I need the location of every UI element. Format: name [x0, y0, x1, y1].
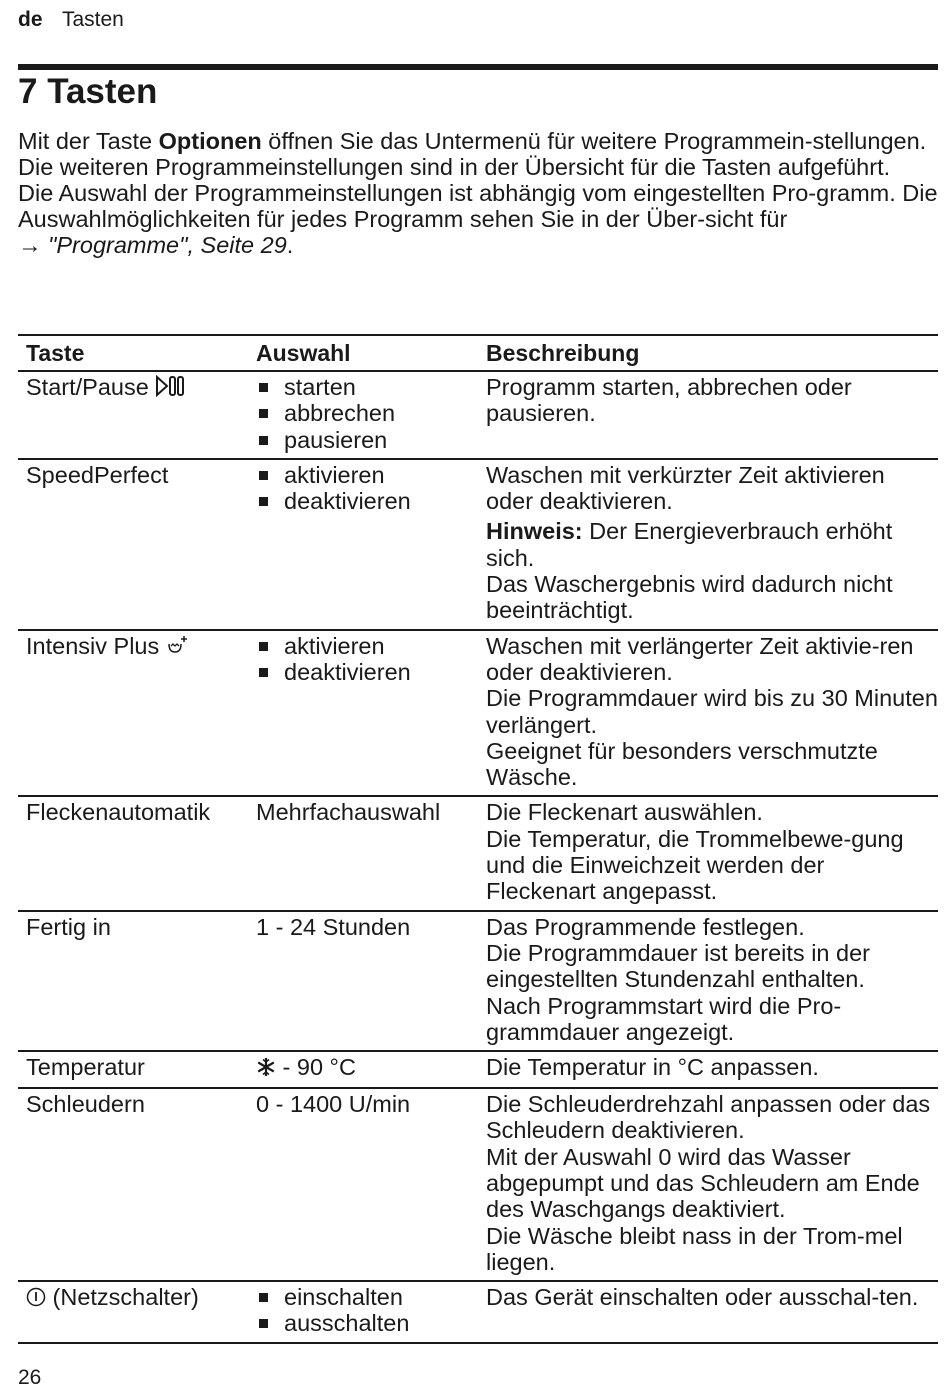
selection-cell: [248, 1052, 478, 1087]
description-text: Die Programmdauer wird bis zu 30 Minuten verlängert.: [486, 685, 938, 738]
header-beschreibung: Beschreibung: [486, 339, 640, 366]
header-taste: Taste: [26, 339, 85, 366]
table-row: [18, 912, 938, 1052]
description-text: Die Temperatur, die Trommelbewe-gung und die Einweichzeit werden der Fleckenart angepasst.: [486, 825, 904, 905]
table-row: [18, 372, 938, 460]
description-cell: [478, 460, 938, 629]
description-text: Geeignet für besonders verschmutzte Wäsche.: [486, 737, 878, 791]
description-cell: [478, 1052, 938, 1087]
description-text: Die Fleckenart auswählen.: [486, 799, 763, 826]
list-item: deaktivieren: [256, 659, 478, 685]
key-name: (Netzschalter): [46, 1284, 199, 1311]
key-name: Fleckenautomatik: [26, 799, 211, 826]
key-cell: [18, 1089, 248, 1280]
selection-cell: [248, 631, 478, 796]
table-row: [18, 631, 938, 798]
page-number: 26: [18, 1366, 42, 1389]
intensive-plus-icon: [166, 634, 188, 661]
cross-reference-link[interactable]: "Programme", Seite 29: [41, 232, 287, 258]
keys-table: [18, 334, 938, 1344]
note: [486, 518, 938, 571]
list-item: deaktivieren: [256, 488, 478, 514]
key-name: Start/Pause: [26, 374, 149, 400]
list-item: aktivieren: [256, 633, 478, 659]
table-row: [18, 1052, 938, 1089]
description-text: Die Wäsche bleibt nass in der Trom-mel liegen.: [486, 1222, 903, 1275]
list-item: aktivieren: [256, 462, 478, 488]
selection-cell: Mehrfachauswahl: [256, 799, 441, 826]
description-text: Die Schleuderdrehzahl anpassen oder das Schleudern deaktivieren.: [486, 1091, 931, 1144]
table-row: [18, 797, 938, 911]
table-header: [18, 336, 938, 372]
table-row: [18, 460, 938, 631]
key-name: Schleudern: [26, 1091, 145, 1118]
description-text: Waschen mit verkürzter Zeit aktivieren oder deaktivieren.: [486, 461, 885, 515]
description-cell: [478, 1089, 938, 1280]
power-icon: [26, 1286, 46, 1312]
description-cell: [478, 631, 938, 796]
description-cell: [478, 912, 938, 1050]
chapter-title: 7 Tasten: [18, 72, 158, 111]
description-text: Waschen mit verlängerter Zeit aktivie-ren oder deaktivieren.: [486, 632, 914, 685]
list-item: pausieren: [256, 427, 478, 453]
arrow-icon: →: [18, 232, 42, 258]
table-row: [18, 1089, 938, 1282]
key-cell: [18, 797, 248, 909]
header-auswahl: Auswahl: [256, 339, 351, 366]
description-text: Die Programmdauer ist bereits in der eingestellten Stundenzahl enthalten.: [486, 939, 870, 993]
key-cell: [18, 460, 248, 629]
note-label: Hinweis:: [486, 518, 583, 545]
temperature-range: - 90 °C: [276, 1054, 356, 1081]
language-code: de: [18, 8, 43, 31]
intro-paragraph-2: Die Auswahl der Programmeinstellungen ist abhängig vom eingestellten Pro-gramm. Die Auswahlmöglichkeiten für jedes Programm sehen Sie in der Über-sicht für: [18, 180, 938, 232]
header-rule: [18, 64, 938, 70]
snowflake-icon: [256, 1056, 276, 1082]
selection-cell: [248, 460, 478, 629]
description-text: Das Programmende festlegen.: [486, 913, 805, 940]
selection-cell: [248, 372, 478, 458]
description-cell: [478, 797, 938, 909]
selection-cell: 0 - 1400 U/min: [256, 1091, 411, 1118]
cross-reference[interactable]: [18, 232, 938, 258]
description-text: Mit der Auswahl 0 wird das Wasser abgepumpt und das Schleudern am Ende des Waschgangs deaktiviert.: [486, 1143, 920, 1223]
key-cell: [18, 912, 248, 1050]
options-key-name: Optionen: [158, 128, 262, 154]
intro-text-1b: öffnen Sie das Untermenü für weitere Programmein-stellungen. Die weiteren Programmeinstellungen sind in der Übersicht für die Tasten aufgeführt.: [18, 128, 927, 180]
section-name: Tasten: [61, 8, 124, 31]
key-name: Temperatur: [26, 1054, 145, 1081]
key-name: Fertig in: [26, 913, 111, 940]
description-cell: [478, 372, 938, 458]
key-name: Intensiv Plus: [26, 632, 160, 659]
description-text: Programm starten, abbrechen oder pausieren.: [486, 374, 852, 427]
start-pause-icon: [155, 375, 185, 402]
cross-reference-end: .: [286, 232, 294, 258]
key-cell: [18, 1282, 248, 1342]
intro-text-1a: Mit der Taste: [18, 128, 159, 154]
description-text: Die Temperatur in °C anpassen.: [486, 1054, 819, 1081]
key-cell: [18, 631, 248, 796]
description-text: Das Gerät einschalten oder ausschal-ten.: [486, 1284, 919, 1311]
list-item: einschalten: [256, 1284, 478, 1310]
page-header: [18, 8, 124, 32]
key-cell: [18, 1052, 248, 1087]
description-text: Das Waschergebnis wird dadurch nicht beeinträchtigt.: [486, 571, 893, 624]
key-name: SpeedPerfect: [26, 461, 169, 488]
selection-cell: 1 - 24 Stunden: [256, 913, 411, 940]
table-row: [18, 1282, 938, 1344]
note-text: Der Energieverbrauch erhöht sich.: [486, 518, 893, 571]
description-cell: [478, 1282, 938, 1342]
list-item: abbrechen: [256, 400, 478, 426]
selection-cell: [248, 1282, 478, 1342]
description-text: Nach Programmstart wird die Pro-grammdauer angezeigt.: [486, 992, 842, 1045]
intro-paragraph-1: [18, 128, 938, 180]
list-item: starten: [256, 374, 478, 400]
intro-text: [18, 128, 938, 258]
list-item: ausschalten: [256, 1310, 478, 1336]
key-cell: [18, 372, 248, 458]
